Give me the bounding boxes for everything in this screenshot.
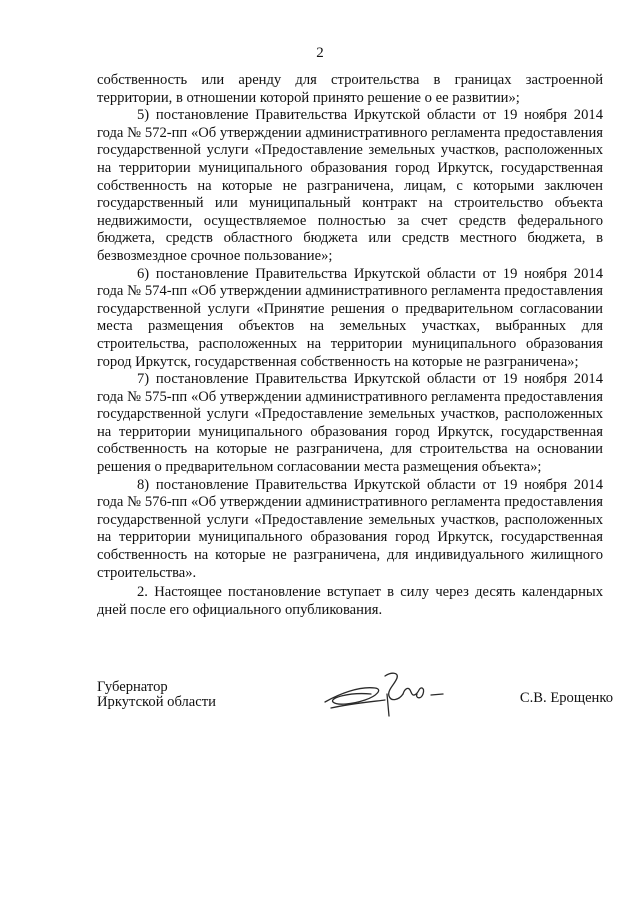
paragraph-item-5: 5) постановление Правительства Иркутской области от 19 ноября 2014 года № 572-пп «Об утверждении административного регламента предоставления государственной услуги «Предоставление земельных участков, расположенных на территории муниципального образования город Иркутск, государственная собственность на которые не разграничена, лицам, с которыми заключен государственный или муниципальный контракт на строительство объекта недвижимости, осуществляемое полностью за счет средств федерального бюджета, средств областного бюджета или средств местного бюджета, в безвозмездное срочное пользование»; bbox=[97, 107, 603, 264]
handwritten-signature-icon bbox=[319, 664, 459, 724]
paragraph-item-7: 7) постановление Правительства Иркутской области от 19 ноября 2014 года № 575-пп «Об утверждении административного регламента предоставления государственной услуги «Предоставление земельных участков, расположенных на территории муниципального образования город Иркутск, государственная собственность на которые не разграничена, для строительства на основании решения о предварительном согласовании места размещения объекта»; bbox=[97, 371, 603, 476]
paragraph-continuation: собственность или аренду для строительства в границах застроенной территории, в отношении которой принято решение о ее развитии»; bbox=[97, 72, 603, 106]
document-body bbox=[97, 72, 603, 619]
signatory-name: С.В. Ерощенко bbox=[519, 690, 613, 706]
signature-block bbox=[97, 672, 613, 732]
paragraph-item-6: 6) постановление Правительства Иркутской области от 19 ноября 2014 года № 574-пп «Об утверждении административного регламента предоставления государственной услуги «Принятие решения о предварительном согласовании места размещения объектов на земельных участках, выбранных для строительства, расположенных на территории муниципального образования город Иркутск, государственная собственность на которые не разграничена»; bbox=[97, 265, 603, 370]
signatory-title-line-1: Губернатор bbox=[97, 679, 168, 695]
paragraph-item-8: 8) постановление Правительства Иркутской области от 19 ноября 2014 года № 576-пп «Об утверждении административного регламента предоставления государственной услуги «Предоставление земельных участков, расположенных на территории муниципального образования город Иркутск, государственная собственность на которые не разграничена, для индивидуального жилищного строительства». bbox=[97, 476, 603, 581]
signatory-title bbox=[97, 680, 216, 710]
paragraph-effective-date: 2. Настоящее постановление вступает в силу через десять календарных дней после его официального опубликования. bbox=[97, 584, 603, 618]
page-number: 2 bbox=[316, 45, 324, 61]
signatory-title-line-2: Иркутской области bbox=[97, 694, 216, 710]
